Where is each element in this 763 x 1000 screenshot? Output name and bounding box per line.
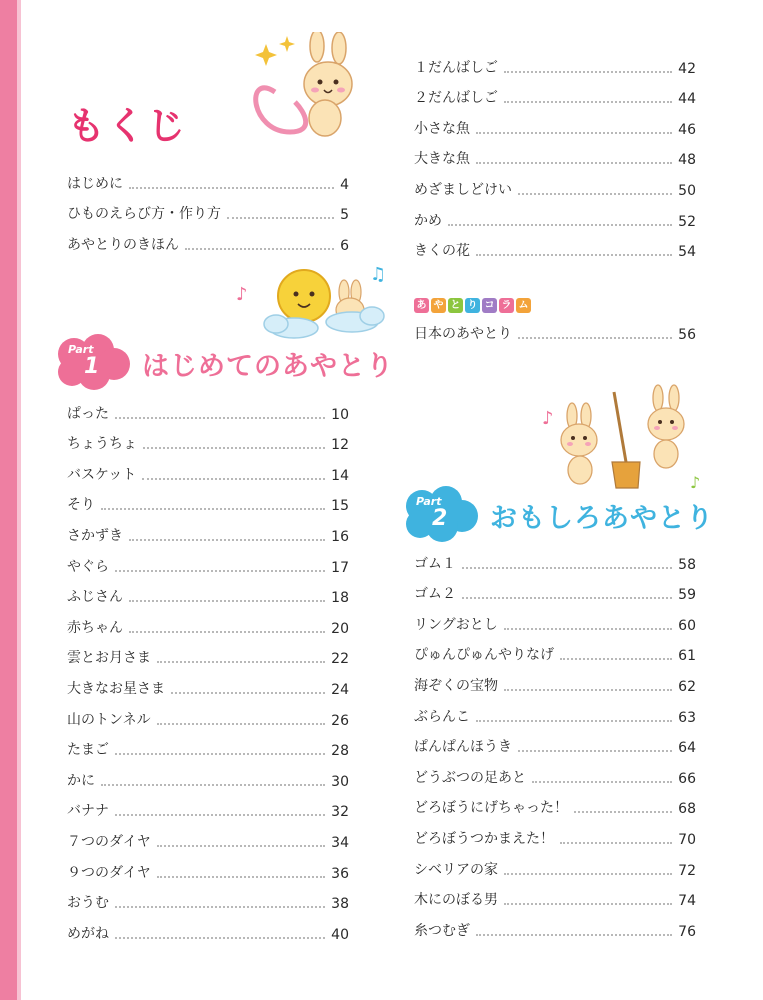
leader-dots — [115, 814, 325, 816]
column-chip: あ — [414, 298, 429, 313]
list-item[interactable]: あやとりのきほん 6 — [67, 236, 349, 254]
column-chip: ム — [516, 298, 531, 313]
list-item[interactable]: ぶらんこ 63 — [414, 708, 696, 726]
list-item[interactable]: 糸つむぎ 76 — [414, 922, 696, 940]
list-item[interactable]: 日本のあやとり 56 — [414, 325, 696, 343]
leader-dots — [504, 628, 672, 630]
part2-title: おもしろあやとり — [490, 503, 714, 534]
leader-dots — [476, 132, 672, 134]
part1-list — [67, 392, 349, 943]
leader-dots — [476, 720, 672, 722]
leader-dots — [101, 508, 325, 510]
leader-dots — [142, 478, 325, 480]
list-item[interactable]: めざましどけい 50 — [414, 181, 696, 199]
list-item[interactable]: 小さな魚 46 — [414, 120, 696, 138]
list-item[interactable]: そり 15 — [67, 497, 349, 515]
bunnies-broom-illustration — [540, 384, 710, 494]
leader-dots — [462, 567, 672, 569]
list-item[interactable]: 山のトンネル 26 — [67, 711, 349, 729]
part1-title: はじめてのあやとり — [142, 351, 394, 382]
list-item[interactable]: リングおとし 60 — [414, 616, 696, 634]
leader-dots — [574, 811, 672, 813]
list-item[interactable]: さかずき 16 — [67, 527, 349, 545]
leader-dots — [476, 934, 672, 936]
list-item[interactable]: ゴム２ 59 — [414, 586, 696, 604]
leader-dots — [129, 539, 325, 541]
list-item[interactable]: はじめに 4 — [67, 175, 349, 193]
leader-dots — [115, 417, 325, 419]
page-edge-strip — [0, 0, 17, 1000]
leader-dots — [448, 224, 672, 226]
list-item[interactable]: 大きなお星さま 24 — [67, 680, 349, 698]
list-item[interactable]: 雲とお月さま 22 — [67, 650, 349, 668]
list-item[interactable]: 赤ちゃん 20 — [67, 619, 349, 637]
list-item[interactable]: おうむ 38 — [67, 895, 349, 913]
column-chip: コ — [482, 298, 497, 313]
list-item[interactable]: ぱんぱんほうき 64 — [414, 739, 696, 757]
leader-dots — [504, 71, 672, 73]
leader-dots — [115, 753, 325, 755]
svg-text:♪: ♪ — [690, 473, 701, 492]
column-list — [414, 312, 696, 343]
leader-dots — [157, 723, 326, 725]
leader-dots — [129, 600, 325, 602]
leader-dots — [115, 906, 325, 908]
list-item[interactable]: きくの花 54 — [414, 243, 696, 261]
list-item[interactable]: ちょうちょ 12 — [67, 436, 349, 454]
part1-heading — [54, 334, 394, 386]
list-item[interactable]: どうぶつの足あと 66 — [414, 769, 696, 787]
column-chip: と — [448, 298, 463, 313]
list-item[interactable]: ぱった 10 — [67, 405, 349, 423]
column-chip: ラ — [499, 298, 514, 313]
leader-dots — [157, 661, 325, 663]
sun-cloud-illustration — [232, 262, 402, 342]
leader-dots — [115, 570, 325, 572]
page-title: もくじ — [67, 104, 188, 149]
part1-badge — [54, 334, 126, 386]
leader-dots — [115, 937, 325, 939]
leader-dots — [129, 187, 334, 189]
list-item[interactable]: たまご 28 — [67, 742, 349, 760]
intro-list — [67, 162, 349, 254]
list-item[interactable]: ひものえらび方・作り方 5 — [67, 206, 349, 224]
leader-dots — [504, 903, 672, 905]
part2-heading — [402, 486, 722, 538]
leader-dots — [560, 658, 672, 660]
list-item[interactable]: 木にのぼる男 74 — [414, 892, 696, 910]
list-item[interactable]: どろぼうにげちゃった！ 68 — [414, 800, 696, 818]
column-chip: や — [431, 298, 446, 313]
leader-dots — [476, 162, 672, 164]
part-label: Part — [416, 495, 442, 508]
right-top-list — [414, 46, 696, 260]
leader-dots — [185, 248, 334, 250]
list-item[interactable]: ７つのダイヤ 34 — [67, 833, 349, 851]
leader-dots — [504, 101, 672, 103]
list-item[interactable]: ぴゅんぴゅんやりなげ 61 — [414, 647, 696, 665]
list-item[interactable]: ふじさん 18 — [67, 589, 349, 607]
list-item[interactable]: バスケット 14 — [67, 466, 349, 484]
list-item[interactable]: やぐら 17 — [67, 558, 349, 576]
list-item[interactable]: １だんばしご 42 — [414, 59, 696, 77]
svg-text:♪: ♪ — [236, 284, 248, 305]
leader-dots — [476, 254, 672, 256]
list-item[interactable]: かに 30 — [67, 772, 349, 790]
list-item[interactable]: どろぼうつかまえた！ 70 — [414, 830, 696, 848]
list-item[interactable]: バナナ 32 — [67, 803, 349, 821]
leader-dots — [560, 842, 672, 844]
column-chip: り — [465, 298, 480, 313]
list-item[interactable]: めがね 40 — [67, 925, 349, 943]
list-item[interactable]: かめ 52 — [414, 212, 696, 230]
bunny-ribbon-illustration — [245, 32, 365, 144]
part2-list — [414, 542, 696, 940]
leader-dots — [504, 873, 672, 875]
leader-dots — [143, 447, 325, 449]
column-heading — [414, 298, 531, 313]
leader-dots — [518, 750, 672, 752]
list-item[interactable]: 海ぞくの宝物 62 — [414, 677, 696, 695]
part-number: 2 — [432, 506, 448, 531]
leader-dots — [462, 597, 672, 599]
leader-dots — [504, 689, 672, 691]
leader-dots — [157, 876, 325, 878]
leader-dots — [101, 784, 325, 786]
list-item[interactable]: シベリアの家 72 — [414, 861, 696, 879]
leader-dots — [227, 217, 334, 219]
list-item[interactable]: 大きな魚 48 — [414, 151, 696, 169]
leader-dots — [157, 845, 325, 847]
svg-text:♫: ♫ — [370, 264, 387, 285]
list-item[interactable]: ゴム１ 58 — [414, 555, 696, 573]
svg-text:♪: ♪ — [542, 408, 554, 429]
part-number: 1 — [84, 354, 100, 379]
leader-dots — [518, 193, 672, 195]
leader-dots — [532, 781, 672, 783]
part-label: Part — [68, 343, 94, 356]
leader-dots — [518, 337, 672, 339]
list-item[interactable]: ９つのダイヤ 36 — [67, 864, 349, 882]
leader-dots — [129, 631, 325, 633]
part2-badge — [402, 486, 474, 538]
list-item[interactable]: ２だんばしご 44 — [414, 90, 696, 108]
leader-dots — [171, 692, 325, 694]
